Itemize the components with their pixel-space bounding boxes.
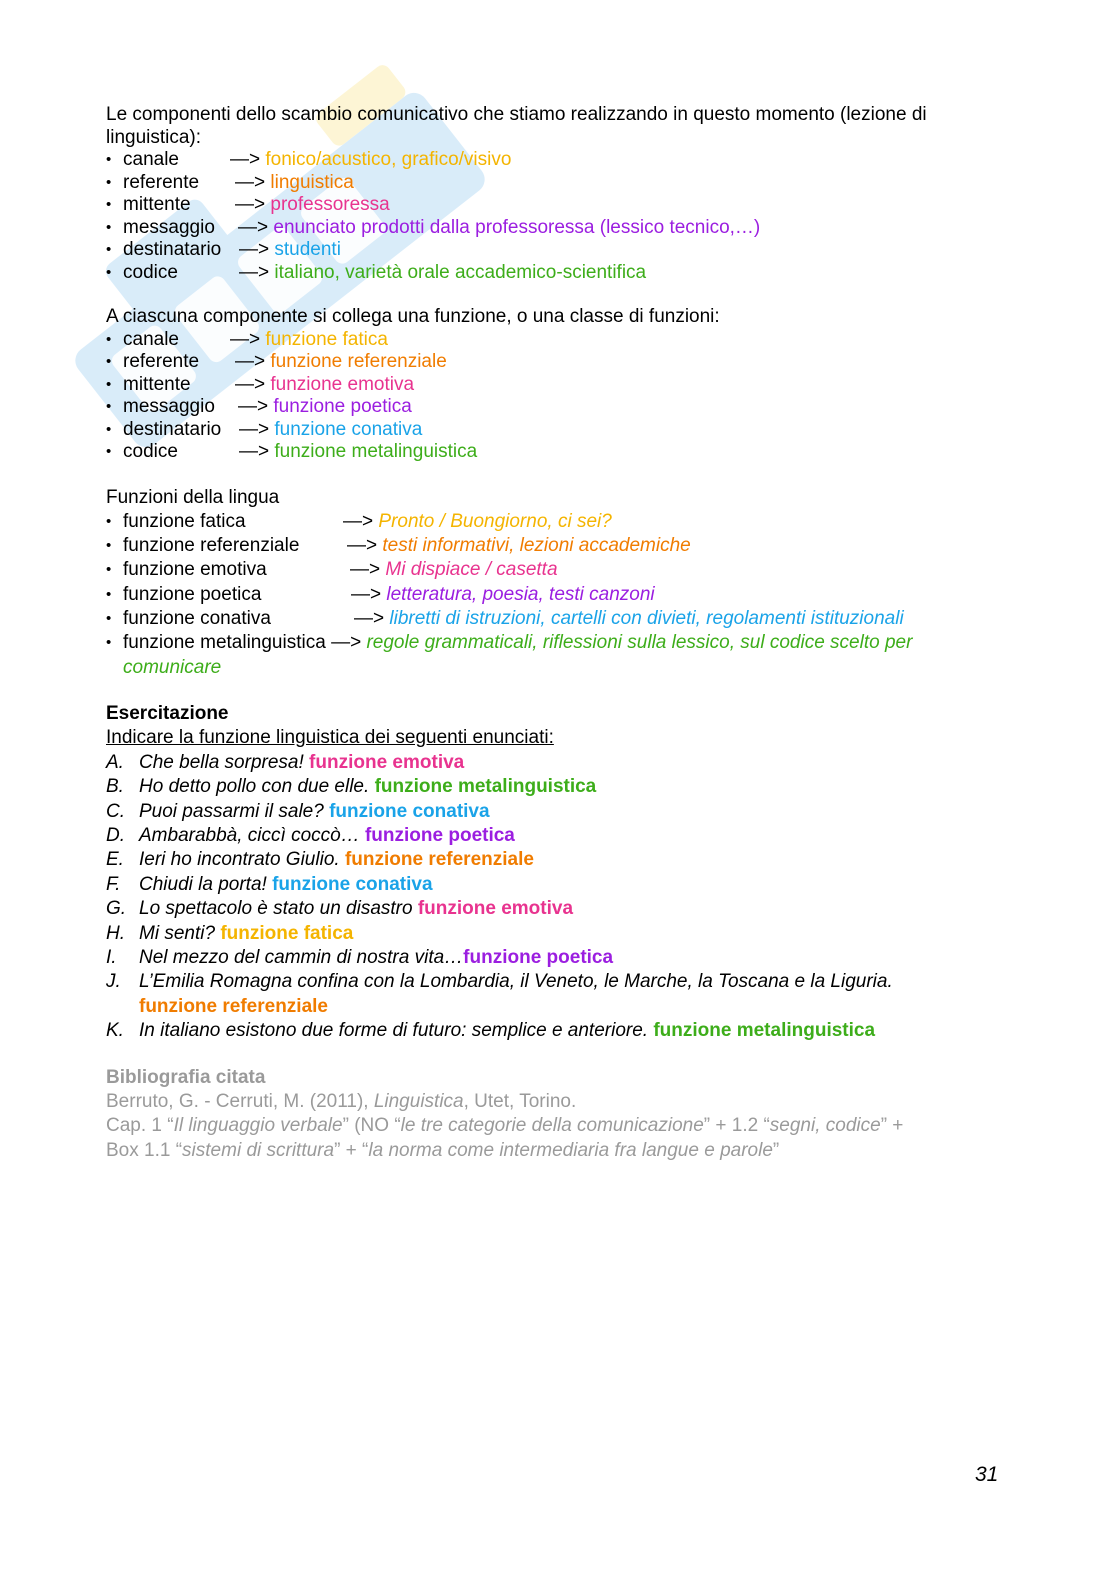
item-sentence: Puoi passarmi il sale? (139, 800, 324, 822)
bibliography-title: Bibliografia citata (106, 1066, 266, 1088)
exercise-instructions: Indicare la funzione linguistica dei seguenti enunciati: (106, 727, 554, 749)
item-example: Mi dispiace / casetta (385, 559, 558, 581)
item-sentence: In italiano esistono due forme di futuro: semplice e anteriore. (139, 1020, 649, 1042)
text: ” (772, 1139, 780, 1161)
components-section (106, 104, 1016, 284)
text: ” + “ (334, 1139, 369, 1161)
item-answer: funzione referenziale (139, 995, 328, 1017)
page-number: 31 (975, 1463, 999, 1486)
exercise-title: Esercitazione (106, 702, 229, 724)
item-arrow: —> (230, 149, 261, 170)
functions-map-item-referente (106, 351, 1016, 374)
components-intro-line-1: Le componenti dello scambio comunicativo che stiamo realizzando in questo momento (lezione di (106, 104, 927, 125)
item-value: funzione referenziale (270, 351, 447, 372)
exercise-item-h (106, 922, 1016, 946)
exercise-item-k (106, 1019, 1016, 1043)
ref-authors: Berruto, G. - Cerruti, M. (2011), (106, 1090, 374, 1112)
language-function-fatica (106, 510, 1016, 534)
exercise-item-j (106, 970, 1016, 994)
item-arrow: —> (238, 216, 269, 238)
item-arrow: —> (350, 559, 381, 581)
item-letter: C. (106, 800, 125, 822)
language-function-referenziale (106, 534, 1016, 558)
bibliography-chapter (106, 1114, 1016, 1138)
chapter-title: Il linguaggio verbale (173, 1115, 343, 1137)
exercise-item-c (106, 800, 1016, 824)
language-function-poetica (106, 583, 1016, 607)
item-sentence: Ambarabbà, ciccì coccò… (139, 824, 360, 846)
item-value: funzione conativa (274, 418, 423, 440)
language-function-metalinguistica-cont (106, 656, 1016, 680)
bibliography-section (106, 1066, 1016, 1164)
bibliography-box (106, 1139, 1016, 1163)
functions-map-item-codice (106, 441, 1016, 464)
item-example-cont: comunicare (123, 656, 222, 678)
exercise-item-i (106, 946, 1016, 970)
item-answer: funzione poetica (463, 946, 614, 968)
exercise-item-j-answer (106, 995, 1016, 1019)
exercise-item-a (106, 751, 1016, 775)
exercise-item-e (106, 848, 1016, 872)
text: Box 1.1 “ (106, 1139, 183, 1161)
section-title: segni, codice (769, 1115, 881, 1137)
item-arrow: —> (354, 607, 385, 629)
item-key: mittente (123, 194, 191, 215)
language-function-emotiva (106, 558, 1016, 582)
functions-map-intro: A ciascuna componente si collega una funzione, o una classe di funzioni: (106, 306, 720, 327)
item-sentence: L’Emilia Romagna confina con la Lombardia, il Veneto, le Marche, la Toscana e la Liguria. (139, 971, 893, 993)
item-letter: K. (106, 1020, 124, 1042)
item-letter: J. (106, 971, 121, 993)
excluded-section: le tre categorie della comunicazione (400, 1115, 704, 1137)
text: Cap. 1 “ (106, 1115, 174, 1137)
item-value: funzione poetica (273, 396, 412, 417)
item-arrow: —> (239, 418, 270, 440)
components-item-destinatario (106, 239, 1016, 262)
item-value: enunciato prodotti dalla professoressa (lessico tecnico,…) (273, 216, 761, 238)
language-functions-title: Funzioni della lingua (106, 486, 280, 508)
item-key: funzione conativa (123, 607, 271, 629)
text: ” + 1.2 “ (703, 1115, 770, 1137)
components-item-mittente (106, 194, 1016, 217)
item-key: funzione emotiva (123, 559, 267, 581)
item-value: funzione metalinguistica (274, 441, 478, 462)
exercise-item-f (106, 873, 1016, 897)
item-arrow: —> (239, 441, 270, 462)
item-value: studenti (274, 239, 341, 260)
components-item-codice (106, 262, 1016, 285)
item-arrow: —> (239, 261, 270, 283)
item-key: funzione poetica (123, 583, 262, 605)
language-functions-section (106, 486, 1016, 680)
item-sentence: Ieri ho incontrato Giulio. (139, 849, 340, 871)
language-function-conativa (106, 607, 1016, 631)
item-answer: funzione poetica (364, 824, 515, 846)
item-key: codice (123, 261, 178, 283)
item-answer: funzione emotiva (417, 898, 574, 920)
components-item-referente (106, 172, 1016, 195)
item-key: messaggio (123, 396, 215, 417)
item-value: funzione emotiva (270, 373, 415, 395)
item-letter: B. (106, 776, 124, 798)
exercise-item-b (106, 775, 1016, 799)
item-key: messaggio (123, 216, 215, 238)
item-sentence: Che bella sorpresa! (139, 751, 304, 773)
item-letter: D. (106, 824, 125, 846)
item-example: regole grammaticali, riflessioni sulla lessico, sul codice scelto per (366, 632, 913, 654)
item-example: testi informativi, lezioni accademiche (382, 535, 691, 557)
item-key: funzione metalinguistica (123, 632, 326, 654)
text: ” + (880, 1115, 904, 1137)
item-sentence: Nel mezzo del cammin di nostra vita… (139, 946, 464, 968)
ref-title: Linguistica (373, 1090, 464, 1112)
functions-map-item-messaggio (106, 396, 1016, 419)
item-sentence: Mi senti? (139, 922, 216, 944)
item-key: codice (123, 441, 178, 462)
item-arrow: —> (347, 535, 378, 557)
item-value: linguistica (270, 171, 354, 193)
item-example: Pronto / Buongiorno, ci sei? (378, 510, 612, 532)
item-letter: G. (106, 898, 127, 920)
components-item-canale (106, 149, 1016, 172)
functions-map-section (106, 306, 1016, 464)
item-key: referente (123, 351, 200, 372)
item-letter: H. (106, 922, 125, 944)
ref-publisher: , Utet, Torino. (463, 1090, 577, 1112)
functions-map-item-destinatario (106, 419, 1016, 442)
item-value: funzione fatica (265, 328, 388, 350)
box-subtitle: la norma come intermediaria fra langue e parole (368, 1139, 773, 1161)
item-answer: funzione metalinguistica (374, 776, 597, 798)
item-arrow: —> (351, 583, 382, 605)
item-letter: F. (106, 873, 121, 895)
item-value: fonico/acustico, grafico/visivo (265, 149, 512, 170)
text: ” (NO “ (342, 1115, 401, 1137)
components-intro-line-2: linguistica): (106, 126, 202, 148)
page-content (106, 104, 1016, 1163)
item-arrow: —> (235, 351, 266, 372)
box-title: sistemi di scrittura (182, 1139, 335, 1161)
item-arrow: —> (235, 373, 266, 395)
item-arrow: —> (239, 239, 270, 260)
item-key: destinatario (123, 239, 222, 260)
item-key: funzione referenziale (123, 535, 300, 557)
exercise-section (106, 702, 1016, 1044)
item-key: canale (123, 149, 179, 170)
components-item-messaggio (106, 217, 1016, 240)
item-value: professoressa (270, 194, 390, 215)
item-answer: funzione conativa (272, 873, 433, 895)
item-key: canale (123, 328, 179, 350)
item-answer: funzione fatica (220, 922, 354, 944)
item-arrow: —> (238, 396, 269, 417)
functions-map-item-canale (106, 329, 1016, 352)
item-arrow: —> (343, 510, 374, 532)
item-arrow: —> (235, 194, 266, 215)
item-letter: A. (106, 751, 124, 773)
item-sentence: Lo spettacolo è stato un disastro (139, 898, 413, 920)
item-key: referente (123, 171, 200, 193)
item-sentence: Ho detto pollo con due elle. (139, 776, 370, 798)
item-arrow: —> (230, 328, 261, 350)
item-key: funzione fatica (123, 510, 246, 532)
item-answer: funzione metalinguistica (653, 1020, 876, 1042)
item-arrow: —> (331, 632, 362, 654)
exercise-item-d (106, 824, 1016, 848)
language-function-metalinguistica (106, 631, 1016, 655)
item-letter: I. (106, 946, 117, 968)
exercise-item-g (106, 897, 1016, 921)
item-answer: funzione emotiva (309, 751, 465, 773)
item-answer: funzione conativa (329, 800, 490, 822)
item-arrow: —> (235, 171, 266, 193)
item-letter: E. (106, 849, 124, 871)
item-example: libretti di istruzioni, cartelli con divieti, regolamenti istituzionali (389, 607, 904, 629)
item-key: destinatario (123, 418, 222, 440)
item-value: italiano, varietà orale accademico-scientifica (274, 261, 647, 283)
bibliography-reference (106, 1090, 1016, 1114)
item-key: mittente (123, 373, 191, 395)
item-answer: funzione referenziale (344, 849, 534, 871)
functions-map-item-mittente (106, 374, 1016, 397)
item-example: letteratura, poesia, testi canzoni (386, 583, 655, 605)
item-sentence: Chiudi la porta! (139, 873, 267, 895)
